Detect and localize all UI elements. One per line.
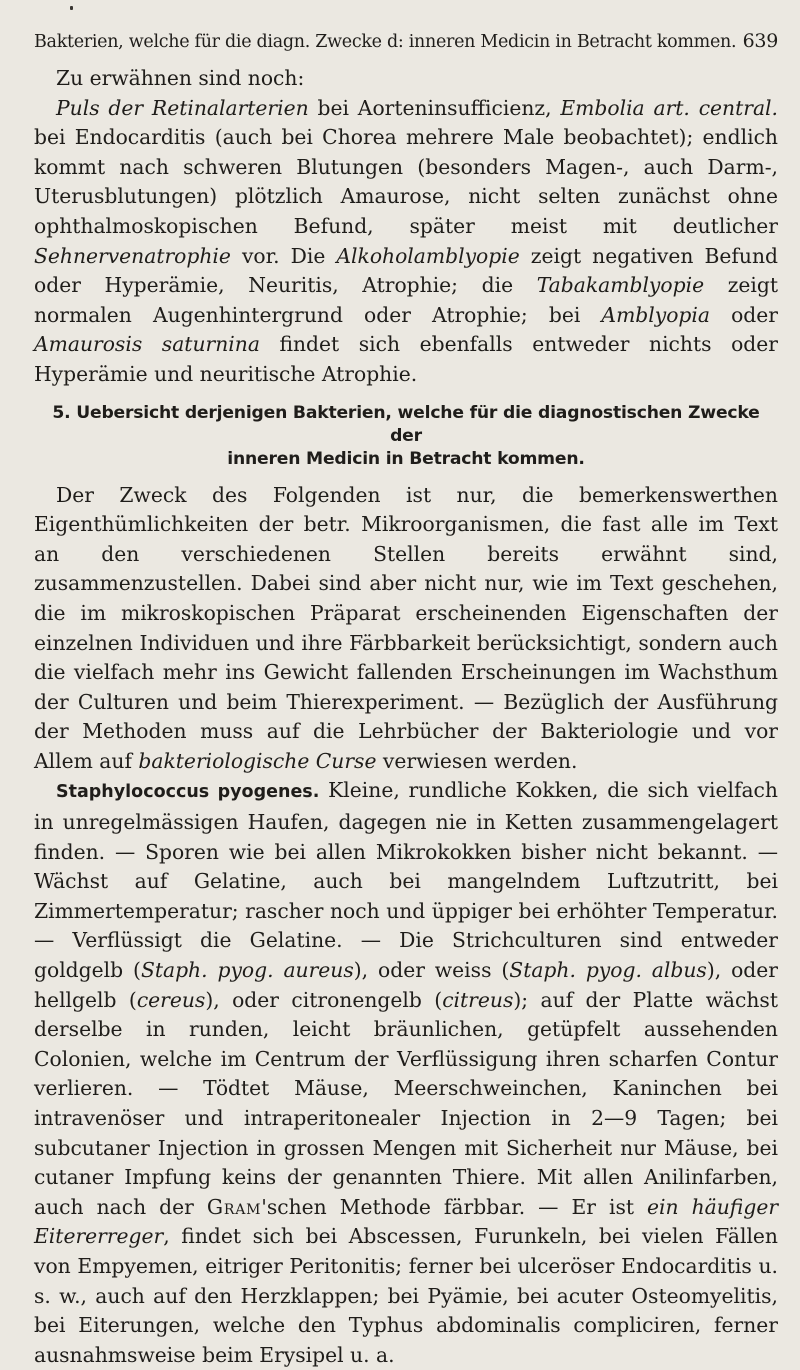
section-heading-line-1: 5. Uebersicht derjenigen Bakterien, welche für die diagnostischen Zwecke der — [52, 402, 760, 446]
section-heading-line-2: inneren Medicin in Betracht kommen. — [227, 448, 585, 469]
text-run: Kleine, rundliche Kokken, die sich vielfach in unregelmässigen Haufen, dagegen nie in Ketten zusammengelagert finden. — Sporen wie bei allen Mikrokokken bisher nicht bekannt. — Wächst auf Gelatine, auch bei mangelndem Luftzutritt, bei Zimmertemperatur; rascher noch und üppiger bei erhöhter Temperatur. — Verflüssigt die Gelatine. — Die Strichculturen sind entweder goldgelb ( — [34, 778, 778, 983]
italic-term: Sehnervenatrophie — [34, 243, 231, 268]
print-speck — [70, 6, 73, 10]
text-run: zeigt normalen Augenhintergrund oder Atrophie; bei — [34, 273, 779, 327]
text-run: ), oder citronengelb ( — [205, 987, 443, 1012]
italic-term: Alkoholamblyopie — [336, 243, 520, 268]
section-heading — [34, 402, 778, 471]
text-run: ), oder hellgelb ( — [34, 958, 778, 1012]
text-run: ), oder weiss ( — [353, 958, 510, 983]
italic-term: Tabakamblyopie — [536, 273, 705, 298]
text-run: Der Zweck des Folgenden ist nur, die bemerkenswerthen Eigenthümlichkeiten der betr. Mikroorganismen, die fast alle im Text an den verschiedenen Stellen bereits erwähnt sind, zusammenzustellen. Dabei sind aber nicht nur, wie im Text geschehen, die im mikroskopischen Präparat erscheinenden Eigenschaften der einzelnen Individuen und ihre Färbbarkeit berücksichtigt, sondern auch die vielfach mehr ins Gewicht fallenden Erscheinungen im Wachsthum der Culturen und beim Thierexperiment. — Bezüglich der Ausführung der Methoden muss auf die Lehrbücher der Bakteriologie und vor Allem auf — [34, 482, 778, 773]
italic-term: cereus — [136, 987, 206, 1012]
italic-term: citreus — [442, 987, 514, 1012]
paragraph-purpose — [34, 481, 778, 777]
running-header — [34, 30, 778, 52]
paragraph-staphylococcus — [34, 776, 778, 1370]
text-run: , findet sich bei Abscessen, Furunkeln, bei vielen Fällen von Empyemen, eitriger Peritonitis; ferner bei ulceröser Endocarditis u. s. w., auch auf den Herzklappen; bei Pyämie, bei acuter Osteomyelitis, bei Eiterungen, welche den Typhus abdominalis compliciren, ferner ausnahmsweise beim Erysipel u. a. — [34, 1224, 778, 1367]
italic-term: ein häufiger Eitererreger — [34, 1194, 779, 1249]
italic-term: Amblyopia — [601, 302, 710, 327]
italic-term: Embolia art. central. — [560, 95, 778, 120]
text-run: vor. Die — [230, 243, 337, 268]
page-number: 639 — [742, 30, 778, 52]
italic-term: Staph. pyog. aureus — [140, 958, 354, 983]
text-run: oder — [710, 302, 778, 327]
text-run: bei Endocarditis (auch bei Chorea mehrere Male beobachtet); endlich kommt nach schweren Blutungen (besonders Magen-, auch Darm-, Uterusblutungen) plötzlich Amaurose, nicht selten zunächst ohne ophthalmoskopischen Befund, später meist mit deutlicher — [34, 125, 778, 238]
italic-term: Staph. pyog. albus — [509, 958, 707, 983]
author-name: Gram — [206, 1194, 262, 1219]
text-run: verwiesen werden. — [376, 748, 578, 773]
italic-term: bakteriologische Curse — [138, 748, 377, 773]
entry-heading: Staphylococcus pyogenes. — [56, 782, 320, 803]
text-run: bei Aorteninsufficienz, — [308, 95, 561, 120]
paragraph-retina-findings — [34, 94, 778, 390]
intro-opening: Zu erwähnen sind noch: — [56, 66, 305, 90]
running-title: Bakterien, welche für die diagn. Zwecke d: inneren Medicin in Betracht kommen. — [34, 32, 737, 52]
text-run: 'schen Methode färbbar. — Er ist — [261, 1194, 648, 1219]
text-run: zeigt negativen Befund oder Hyperämie, Neuritis, Atrophie; die — [34, 243, 779, 298]
text-run: findet sich ebenfalls entweder nichts oder Hyperämie und neuritische Atrophie. — [34, 332, 778, 386]
italic-term: Puls der Retinalarterien — [56, 95, 309, 120]
text-run: ); auf der Platte wächst derselbe in runden, leicht bräunlichen, getüpfelt aussehenden Colonien, welche im Centrum der Verflüssigung ihren scharfen Contur verlieren. — Tödtet Mäuse, Meerschweinchen, Kaninchen bei intravenöser und intraperitonealer Injection in 2—9 Tagen; bei subcutaner Injection in grossen Mengen mit Sicherheit nur Mäuse, bei cutaner Impfung keins der genannten Thiere. Mit allen Anilinfarben, auch nach der — [34, 987, 778, 1219]
italic-term: Amaurosis saturnina — [34, 332, 260, 357]
body-text — [34, 64, 778, 1370]
